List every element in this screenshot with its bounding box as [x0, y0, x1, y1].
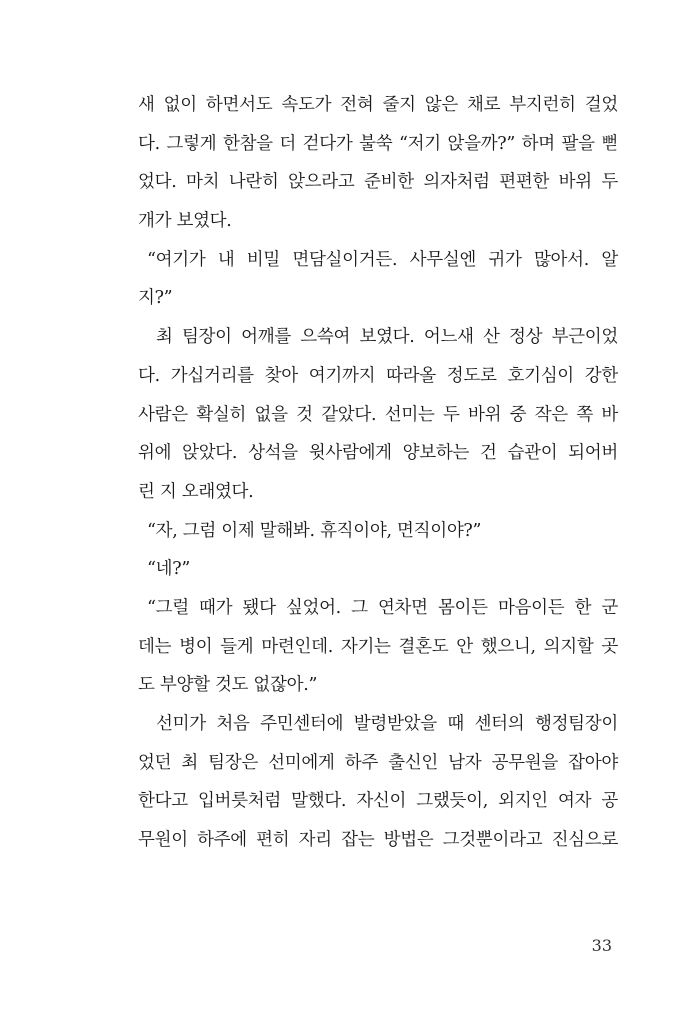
text-line: 었던 최 팀장은 선미에게 하주 출신인 남자 공무원을 잡아야	[138, 752, 618, 773]
text-line: 선미가 처음 주민센터에 발령받았을 때 센터의 행정팀장이	[156, 714, 618, 734]
text-line: 위에 앉았다. 상석을 윗사람에게 양보하는 건 습관이 되어버	[138, 443, 618, 464]
text-line: 도 부양할 것도 없잖아.”	[138, 675, 318, 696]
text-line: 새 없이 하면서도 속도가 전혀 줄지 않은 채로 부지런히 걸었	[138, 95, 618, 115]
text-line: 최 팀장이 어깨를 으쓱여 보였다. 어느새 산 정상 부근이었	[156, 327, 618, 348]
text-line: 린 지 오래였다.	[138, 481, 254, 502]
text-line: 한다고 입버릇처럼 말했다. 자신이 그랬듯이, 외지인 여자 공	[138, 791, 618, 812]
text-line: “네?”	[147, 559, 190, 580]
text-line: 무원이 하주에 편히 자리 잡는 방법은 그것뿐이라고 진심으로	[138, 830, 618, 851]
text-line: 었다. 마치 나란히 앉으라고 준비한 의자처럼 편편한 바위 두	[138, 172, 618, 193]
text-line: 지?”	[138, 288, 173, 309]
text-line: 개가 보였다.	[138, 211, 232, 232]
text-line: 데는 병이 들게 마련인데. 자기는 결혼도 안 했으니, 의지할 곳	[138, 636, 618, 657]
text-line: “여기가 내 비밀 면담실이거든. 사무실엔 귀가 많아서. 알	[147, 249, 618, 270]
text-line: 다. 가십거리를 찾아 여기까지 따라올 정도로 호기심이 강한	[138, 365, 618, 386]
text-line: 사람은 확실히 없을 것 같았다. 선미는 두 바위 중 작은 쪽 바	[138, 404, 618, 425]
text-line: “자, 그럼 이제 말해봐. 휴직이야, 면직이야?”	[147, 520, 482, 541]
body-text	[138, 86, 618, 860]
page-number: 33	[591, 936, 612, 955]
text-line: “그럴 때가 됐다 싶었어. 그 연차면 몸이든 마음이든 한 군	[147, 597, 618, 618]
text-line: 다. 그렇게 한참을 더 걷다가 불쑥 “저기 앉을까?” 하며 팔을 뻗	[138, 133, 618, 154]
